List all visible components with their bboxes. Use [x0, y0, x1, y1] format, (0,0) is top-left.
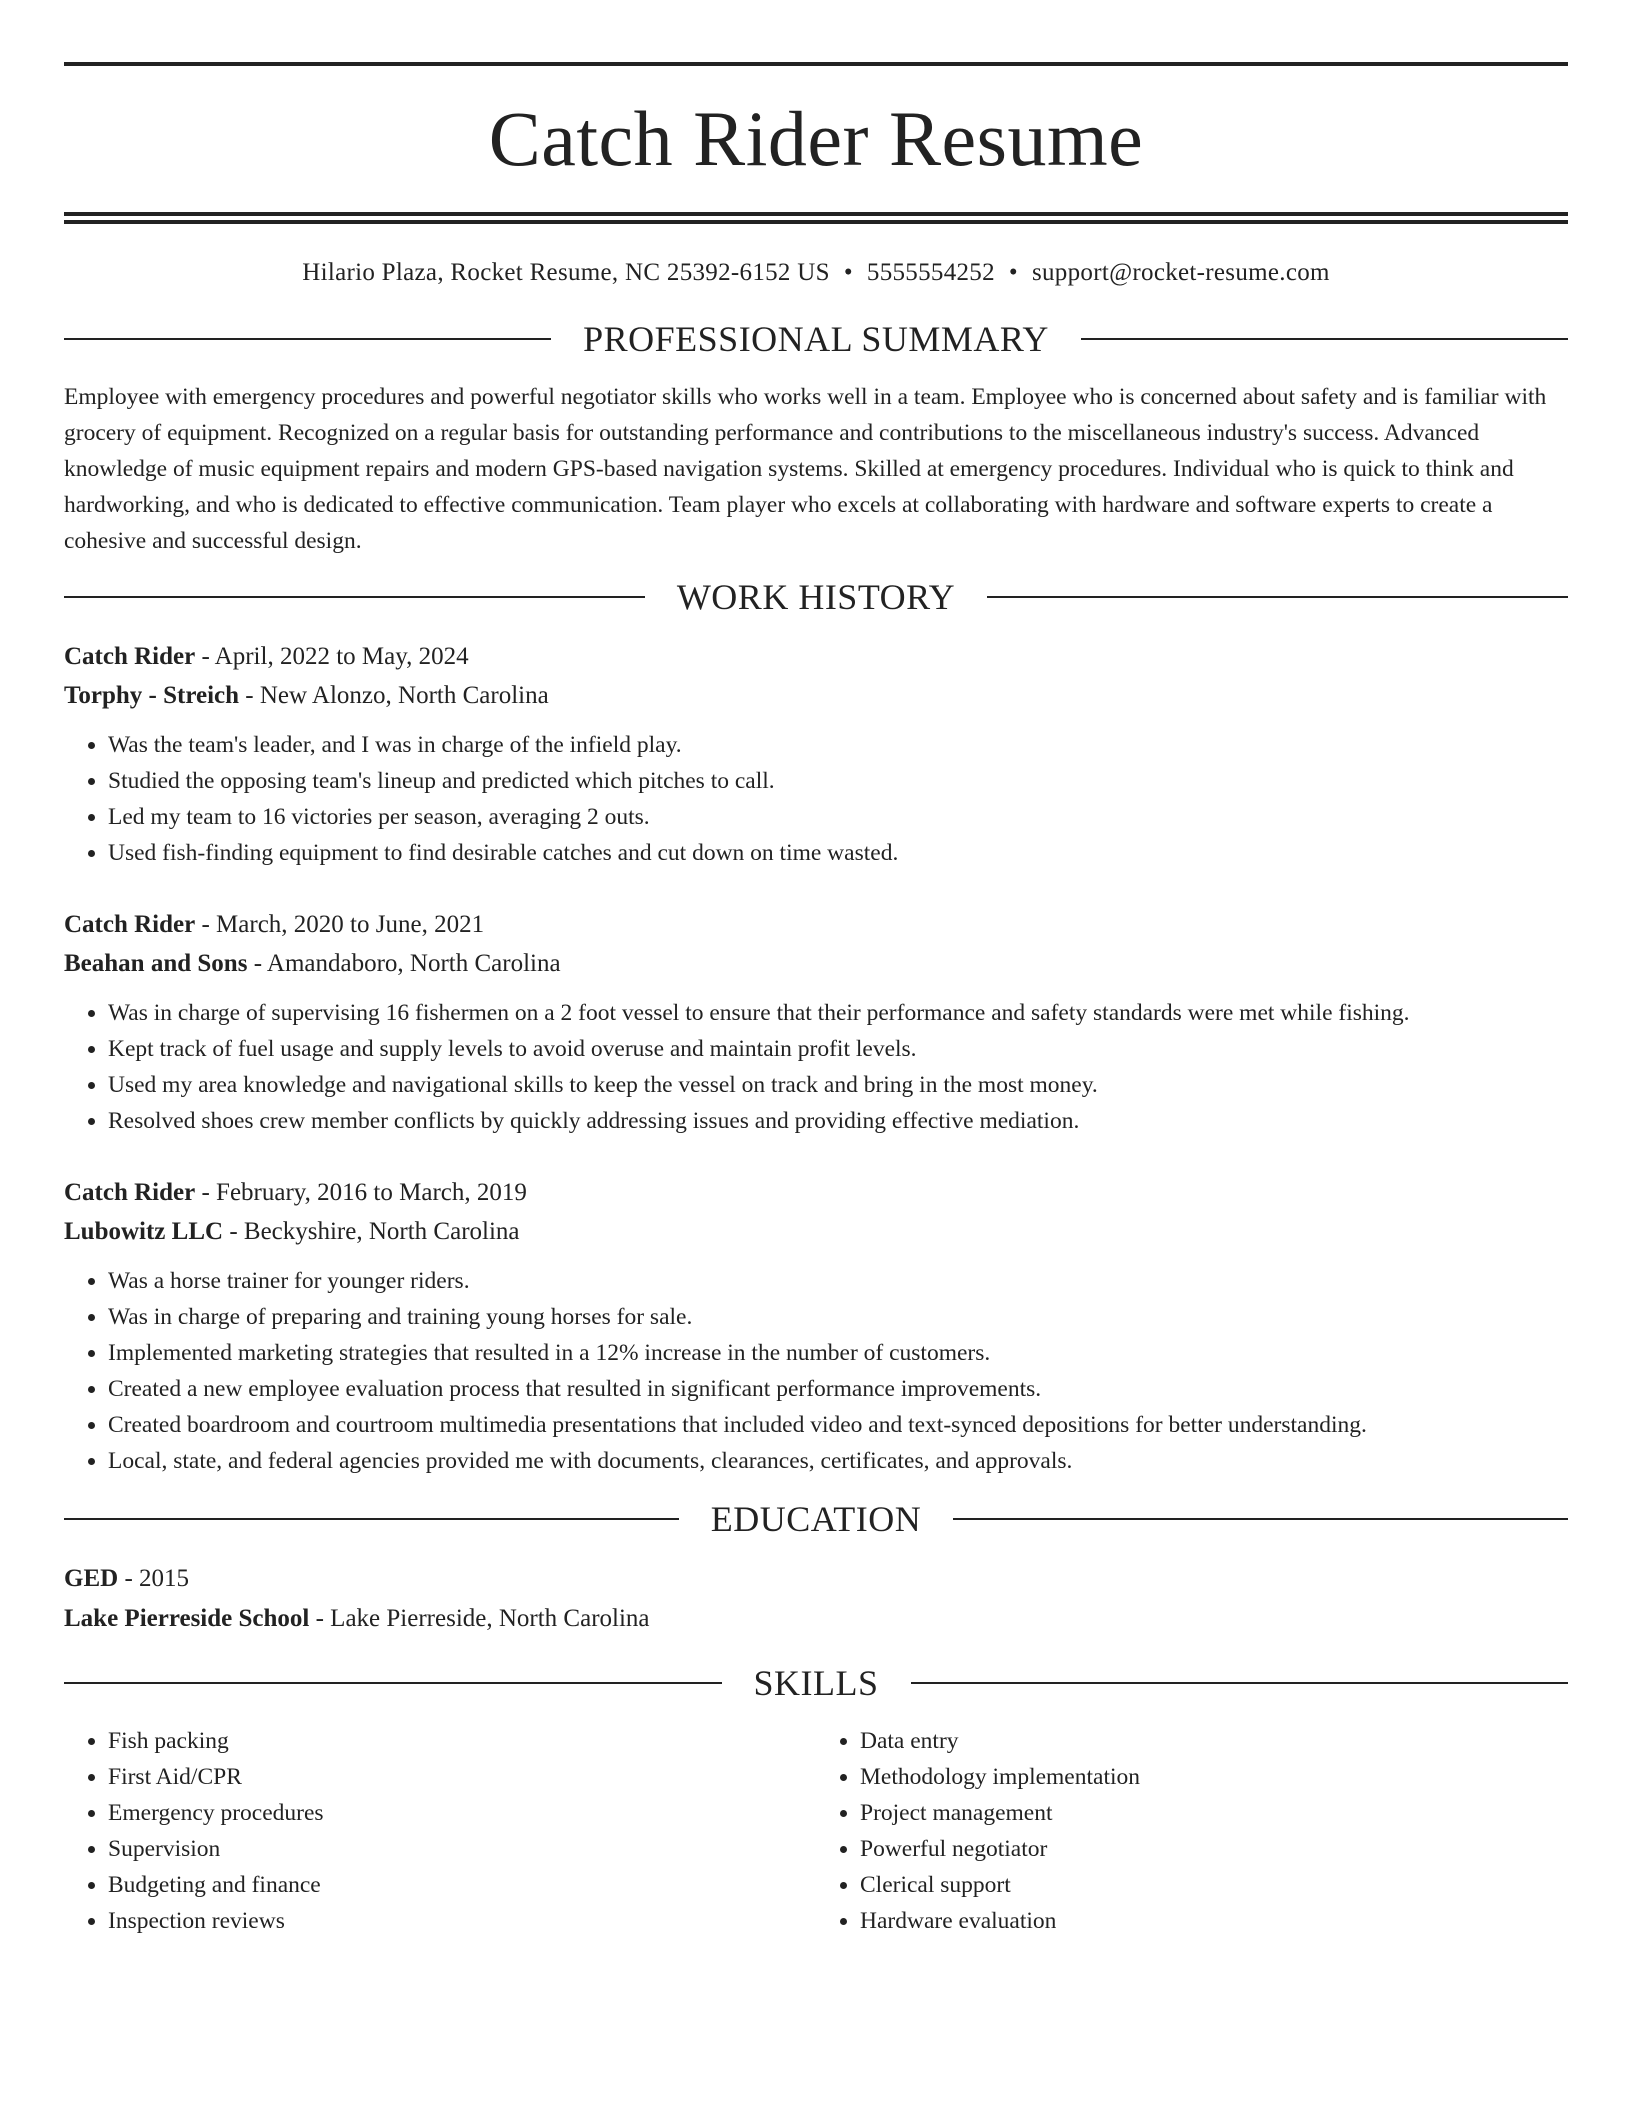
- skill-item: • First Aid/CPR: [108, 1759, 816, 1795]
- job-company-line: [64, 1212, 1568, 1251]
- title-double-divider: [64, 212, 1568, 224]
- job-company-line: [64, 676, 1568, 715]
- skills-column-right: [816, 1723, 1568, 1939]
- education-year: - 2015: [118, 1565, 190, 1592]
- heading-rule-right: [1081, 338, 1568, 340]
- summary-text: Employee with emergency procedures and powerful negotiator skills who works well in a team. Employee who is concerned about safety and is familiar with grocery of equipment. Recognized on a regular basis for outstanding performance and contributions to the miscellaneous industry's success. Advanced knowledge of music equipment repairs and modern GPS-based navigation systems. Skilled at emergency procedures. Individual who is quick to think and hardworking, and who is dedicated to effective communication. Team player who excels at collaborating with hardware and software experts to create a cohesive and successful design.: [64, 384, 1547, 554]
- job-bullet-item: • Local, state, and federal agencies provided me with documents, clearances, certificates, and approvals.: [108, 1443, 1568, 1479]
- job-bullet-item: • Kept track of fuel usage and supply levels to avoid overuse and maintain profit levels.: [108, 1031, 1568, 1067]
- heading-rule-left: [64, 1518, 679, 1520]
- heading-rule-left: [64, 338, 551, 340]
- heading-rule-right: [953, 1518, 1568, 1520]
- job-location: - New Alonzo, North Carolina: [239, 682, 549, 709]
- job-title: Catch Rider: [64, 1179, 196, 1206]
- contact-separator: •: [843, 259, 853, 286]
- job-bullet-item: • Resolved shoes crew member conflicts by quickly addressing issues and providing effective mediation.: [108, 1103, 1568, 1139]
- skill-item: • Data entry: [860, 1723, 1568, 1759]
- education-school: Lake Pierreside School: [64, 1605, 310, 1632]
- section-title: PROFESSIONAL SUMMARY: [583, 319, 1049, 359]
- job-bullets: [64, 995, 1568, 1139]
- job-dates: - April, 2022 to May, 2024: [195, 643, 469, 670]
- section-heading-summary: [64, 321, 1568, 357]
- job-company: Lubowitz LLC: [64, 1218, 224, 1245]
- skills-list: [64, 1723, 1568, 1939]
- job-title-line: [64, 905, 1568, 944]
- job-bullets: [64, 727, 1568, 871]
- skill-item: • Clerical support: [860, 1867, 1568, 1903]
- education-school-line: [64, 1599, 1568, 1639]
- job-bullet-item: • Implemented marketing strategies that resulted in a 12% increase in the number of customers.: [108, 1335, 1568, 1371]
- work-entry: [64, 637, 1568, 871]
- section-title: SKILLS: [753, 1663, 879, 1703]
- heading-rule-left: [64, 596, 645, 598]
- job-title: Catch Rider: [64, 643, 196, 670]
- job-bullet-item: • Created a new employee evaluation process that resulted in significant performance improvements.: [108, 1371, 1568, 1407]
- resume-title: Catch Rider Resume: [488, 95, 1144, 182]
- job-company: Beahan and Sons: [64, 950, 248, 977]
- heading-rule-right: [987, 596, 1568, 598]
- skill-item: • Fish packing: [108, 1723, 816, 1759]
- work-entry: [64, 905, 1568, 1139]
- job-dates: - March, 2020 to June, 2021: [195, 911, 485, 938]
- contact-email: support@rocket-resume.com: [1031, 259, 1330, 286]
- top-divider: [64, 62, 1568, 66]
- work-history-list: [64, 637, 1568, 1479]
- job-bullet-item: • Created boardroom and courtroom multimedia presentations that included video and text-synced depositions for better understanding.: [108, 1407, 1568, 1443]
- education-degree-line: [64, 1559, 1568, 1599]
- skill-item: • Powerful negotiator: [860, 1831, 1568, 1867]
- contact-phone: 5555554252: [866, 259, 995, 286]
- job-bullet-item: • Was in charge of supervising 16 fishermen on a 2 foot vessel to ensure that their performance and safety standards were met while fishing.: [108, 995, 1568, 1031]
- skill-item: • Project management: [860, 1795, 1568, 1831]
- section-title: EDUCATION: [710, 1499, 922, 1539]
- contact-line: [64, 260, 1568, 285]
- job-location: - Amandaboro, North Carolina: [247, 950, 561, 977]
- contact-address: Hilario Plaza, Rocket Resume, NC 25392-6152 US: [302, 259, 830, 286]
- section-heading-skills: [64, 1665, 1568, 1701]
- work-entry: [64, 1173, 1568, 1479]
- job-bullet-item: • Used my area knowledge and navigational skills to keep the vessel on track and bring in the most money.: [108, 1067, 1568, 1103]
- job-bullets: [64, 1263, 1568, 1479]
- education-degree: GED: [64, 1565, 119, 1592]
- skill-item: • Hardware evaluation: [860, 1903, 1568, 1939]
- job-company: Torphy - Streich: [64, 682, 240, 709]
- skill-item: • Inspection reviews: [108, 1903, 816, 1939]
- skill-item: • Budgeting and finance: [108, 1867, 816, 1903]
- education-entry: [64, 1559, 1568, 1639]
- education-location: - Lake Pierreside, North Carolina: [309, 1605, 650, 1632]
- contact-separator: •: [1008, 259, 1018, 286]
- job-company-line: [64, 944, 1568, 983]
- job-bullet-item: • Led my team to 16 victories per season, averaging 2 outs.: [108, 799, 1568, 835]
- section-heading-education: [64, 1501, 1568, 1537]
- section-title: WORK HISTORY: [676, 577, 956, 617]
- job-bullet-item: • Studied the opposing team's lineup and predicted which pitches to call.: [108, 763, 1568, 799]
- heading-rule-left: [64, 1682, 722, 1684]
- job-bullet-item: • Used fish-finding equipment to find desirable catches and cut down on time wasted.: [108, 835, 1568, 871]
- skill-item: • Emergency procedures: [108, 1795, 816, 1831]
- job-bullet-item: • Was in charge of preparing and training young horses for sale.: [108, 1299, 1568, 1335]
- section-heading-work-history: [64, 579, 1568, 615]
- skills-column-left: [64, 1723, 816, 1939]
- job-location: - Beckyshire, North Carolina: [223, 1218, 520, 1245]
- skill-item: • Supervision: [108, 1831, 816, 1867]
- job-dates: - February, 2016 to March, 2019: [195, 1179, 527, 1206]
- job-bullet-item: • Was the team's leader, and I was in charge of the infield play.: [108, 727, 1568, 763]
- job-title: Catch Rider: [64, 911, 196, 938]
- job-title-line: [64, 637, 1568, 676]
- job-title-line: [64, 1173, 1568, 1212]
- skill-item: • Methodology implementation: [860, 1759, 1568, 1795]
- heading-rule-right: [911, 1682, 1569, 1684]
- job-bullet-item: • Was a horse trainer for younger riders.: [108, 1263, 1568, 1299]
